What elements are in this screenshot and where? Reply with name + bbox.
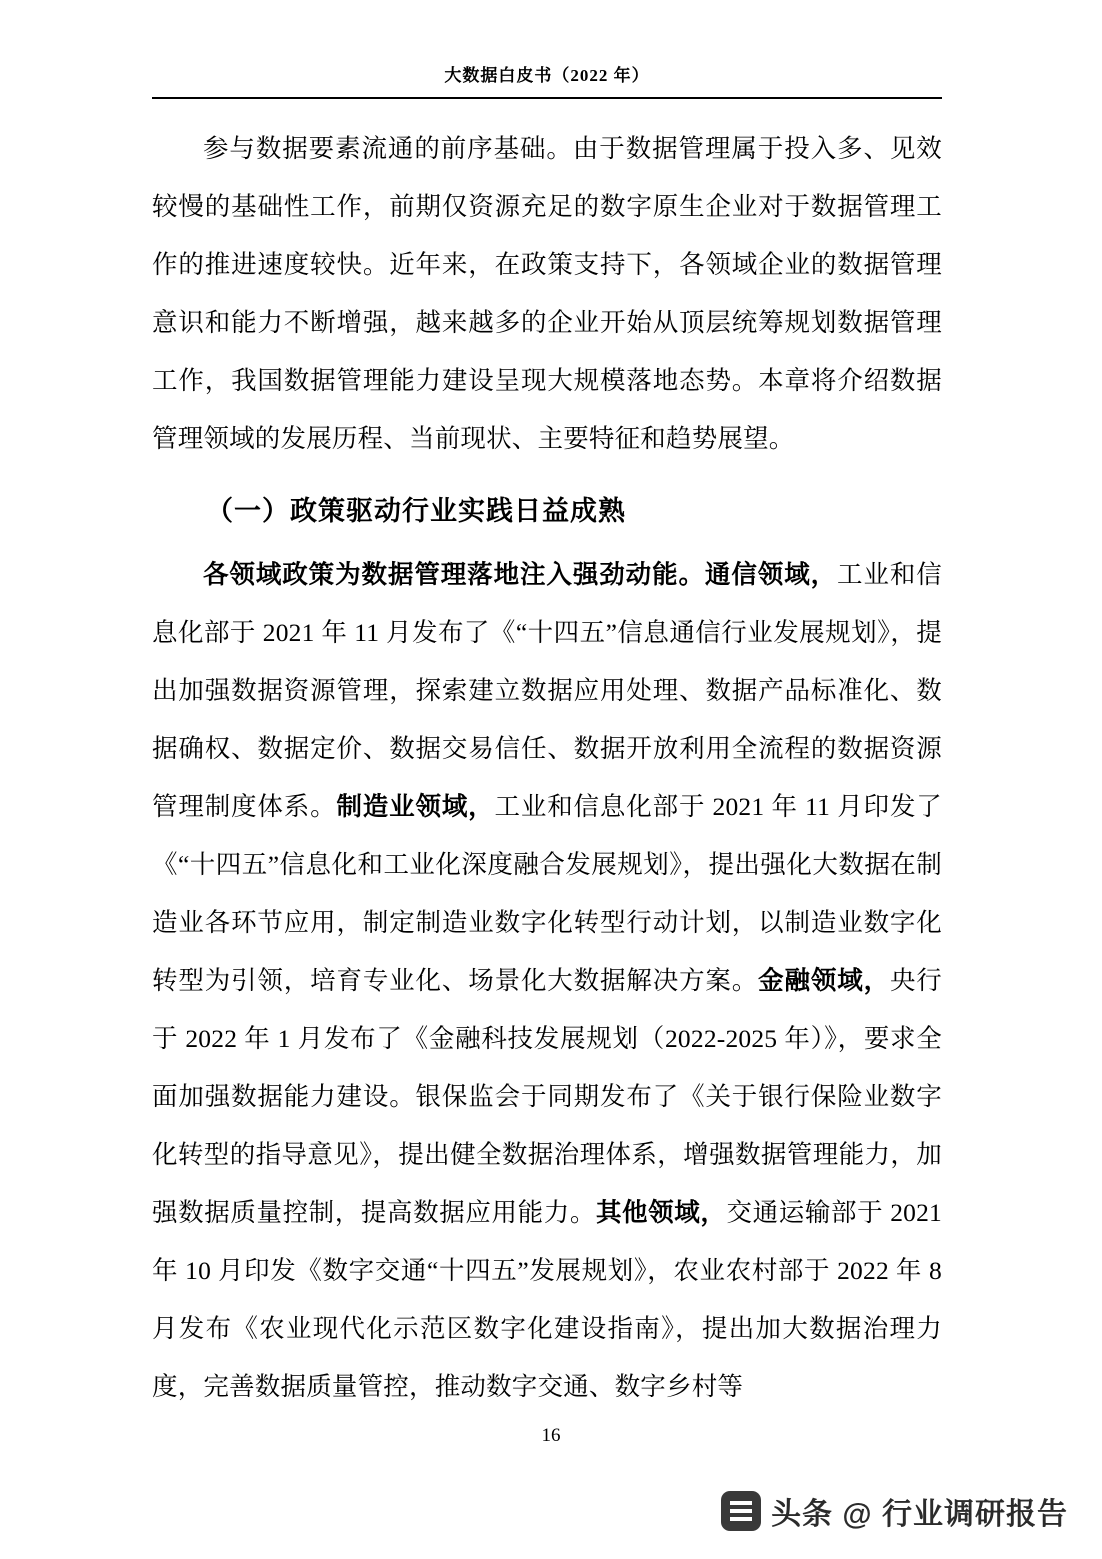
headlines-logo-icon	[721, 1491, 761, 1531]
paragraph-2-run-7: 其他领域，	[595, 1198, 727, 1227]
section-heading-1: （一）政策驱动行业实践日益成熟	[206, 496, 626, 526]
paragraph-2-run-8: 交通运输部于 2021 年 10 月印发《数字交通“十四五”发展规划》，农业农村部于 2022 年 8 月发布《农业现代化示范区数字化建设指南》，提出加大数据治理力度，完善数据质量管控，推动数字交通、数字乡村等	[152, 1198, 942, 1401]
paragraph-2	[152, 546, 942, 1416]
watermark	[721, 1489, 1068, 1533]
paragraph-2-run-2: 工业和信息化部于 2021 年 11 月发布了《“十四五”信息通信行业发展规划》，提出加强数据资源管理，探索建立数据应用处理、数据产品标准化、数据确权、数据定价、数据交易信任、数据开放利用全流程的数据资源管理制度体系。	[152, 560, 942, 821]
header-divider	[152, 97, 942, 99]
paragraph-1: 参与数据要素流通的前序基础。由于数据管理属于投入多、见效较慢的基础性工作，前期仅资源充足的数字原生企业对于数据管理工作的推进速度较快。近年来，在政策支持下，各领域企业的数据管理意识和能力不断增强，越来越多的企业开始从顶层统筹规划数据管理工作，我国数据管理能力建设呈现大规模落地态势。本章将介绍数据管理领域的发展历程、当前现状、主要特征和趋势展望。	[152, 134, 942, 453]
paragraph-2-run-5: 金融领域，	[758, 966, 890, 995]
page-number: 16	[541, 1425, 561, 1446]
watermark-label: 头条 @ 行业调研报告	[771, 1498, 1068, 1531]
running-head-title: 大数据白皮书（2022 年）	[444, 66, 650, 85]
paragraph-2-run-1: 各领域政策为数据管理落地注入强劲动能。通信领域，	[203, 560, 838, 589]
paragraph-2-run-6: 央行于 2022 年 1 月发布了《金融科技发展规划（2022-2025 年）》，要求全面加强数据能力建设。银保监会于同期发布了《关于银行保险业数字化转型的指导意见》，提出健全数据治理体系，增强数据管理能力，加强数据质量控制，提高数据应用能力。	[152, 966, 942, 1227]
paragraph-2-run-4: 工业和信息化部于 2021 年 11 月印发了《“十四五”信息化和工业化深度融合发展规划》，提出强化大数据在制造业各环节应用，制定制造业数字化转型行动计划，以制造业数字化转型为引领，培育专业化、场景化大数据解决方案。	[152, 792, 943, 995]
paragraph-2-run-3: 制造业领域，	[336, 792, 495, 821]
page-body	[152, 120, 942, 1416]
running-head	[152, 66, 942, 86]
